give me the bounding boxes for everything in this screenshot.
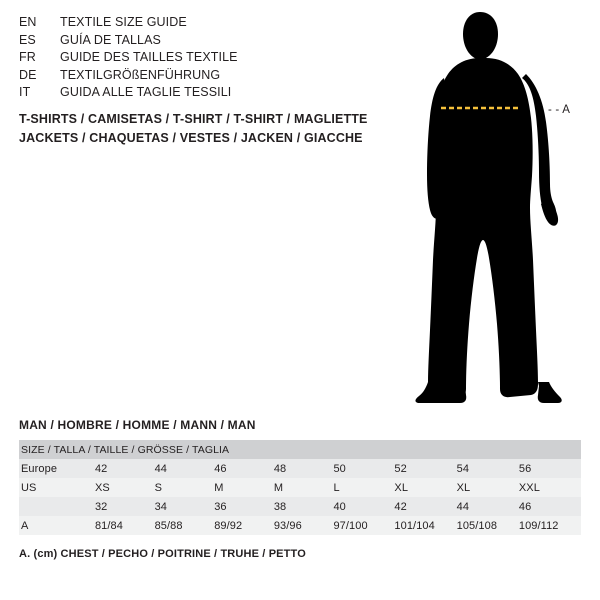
table-header-label: SIZE / TALLA / TAILLE / GRÖSSE / TAGLIA — [19, 440, 581, 459]
row-label — [19, 497, 95, 516]
language-row — [19, 49, 399, 67]
cell: L — [333, 478, 394, 497]
cell: 93/96 — [274, 516, 334, 535]
language-row — [19, 84, 399, 102]
table-row — [19, 459, 581, 478]
size-table — [19, 440, 581, 535]
language-row — [19, 32, 399, 50]
table-row — [19, 478, 581, 497]
language-header-block — [19, 14, 399, 102]
language-code: ES — [19, 32, 36, 47]
cell: 109/112 — [519, 516, 581, 535]
cell: 101/104 — [394, 516, 456, 535]
category-block — [19, 110, 368, 148]
cell: XL — [394, 478, 456, 497]
cell: 97/100 — [333, 516, 394, 535]
language-title: GUÍA DE TALLAS — [60, 32, 161, 47]
row-label: US — [19, 478, 95, 497]
cell: 85/88 — [155, 516, 215, 535]
language-title: GUIDE DES TAILLES TEXTILE — [60, 50, 238, 64]
cell: 105/108 — [457, 516, 519, 535]
row-label: Europe — [19, 459, 95, 478]
cell: 81/84 — [95, 516, 155, 535]
language-row — [19, 14, 399, 32]
cell: M — [274, 478, 334, 497]
cell: 56 — [519, 459, 581, 478]
language-title: TEXTILGRÖßENFÜHRUNG — [60, 67, 221, 82]
cell: 42 — [394, 497, 456, 516]
cell: 44 — [155, 459, 215, 478]
language-code: FR — [19, 50, 36, 64]
category-tshirts: T-SHIRTS / CAMISETAS / T-SHIRT / T-SHIRT / MAGLIETTE — [19, 112, 368, 126]
silhouette-icon — [408, 8, 588, 408]
section-title-man: MAN / HOMBRE / HOMME / MANN / MAN — [19, 418, 256, 432]
cell: 54 — [457, 459, 519, 478]
cell: M — [214, 478, 274, 497]
cell: 38 — [274, 497, 334, 516]
cell: 48 — [274, 459, 334, 478]
footnote-chest: A. (cm) CHEST / PECHO / POITRINE / TRUHE / PETTO — [19, 548, 306, 560]
cell: 40 — [333, 497, 394, 516]
category-jackets: JACKETS / CHAQUETAS / VESTES / JACKEN / GIACCHE — [19, 131, 363, 145]
cell: 52 — [394, 459, 456, 478]
cell: 32 — [95, 497, 155, 516]
table-header-row — [19, 440, 581, 459]
language-title: GUIDA ALLE TAGLIE TESSILI — [60, 85, 232, 99]
cell: 44 — [457, 497, 519, 516]
cell: 50 — [333, 459, 394, 478]
cell: 42 — [95, 459, 155, 478]
cell: 34 — [155, 497, 215, 516]
language-title: TEXTILE SIZE GUIDE — [60, 15, 187, 29]
cell: 46 — [214, 459, 274, 478]
cell: XXL — [519, 478, 581, 497]
cell: 46 — [519, 497, 581, 516]
cell: XS — [95, 478, 155, 497]
language-code: DE — [19, 67, 37, 82]
cell: 89/92 — [214, 516, 274, 535]
table-row — [19, 516, 581, 535]
language-code: EN — [19, 15, 37, 29]
language-row — [19, 67, 399, 85]
table-row — [19, 497, 581, 516]
chest-measure-label: - - A — [548, 104, 571, 116]
cell: XL — [457, 478, 519, 497]
row-label: A — [19, 516, 95, 535]
man-silhouette-figure — [408, 8, 588, 408]
cell: 36 — [214, 497, 274, 516]
cell: S — [155, 478, 215, 497]
language-code: IT — [19, 85, 31, 99]
